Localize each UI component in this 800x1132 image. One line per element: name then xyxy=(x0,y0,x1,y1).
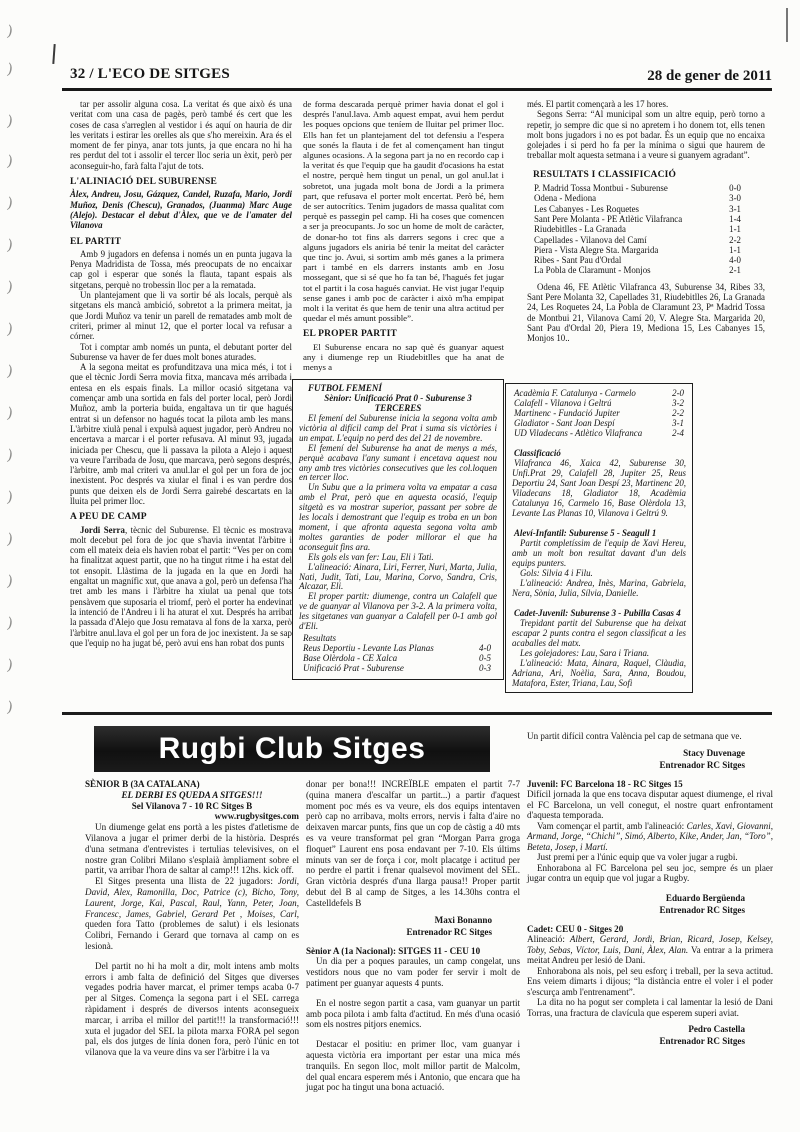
match-name: Riudebitlles - La Granada xyxy=(534,224,626,235)
rugby-lineup-paragraph xyxy=(527,821,773,853)
match-name: Martinenc - Fundació Jupiter xyxy=(514,408,620,418)
lineup-names: Albert, Gerard, Jordi, Brian, Ricard, Josep, Kelsey, Toby, Sebas, Víctor, Luis, Dani, Àlex, Alan. xyxy=(527,934,773,955)
standings-paragraph: Odena 46, FE Atlètic Vilafranca 43, Suburense 34, Ribes 33, Sant Pere Molanta 32, Capellades 31, Riudebitlles 26, La Granada 24, Les Roquetes 24, La Pobla de Claramunt 23, Pª Madrid Tossa de Montbui 21, Vilanova Camí 20, V. Alegre Sta. Margarida 20, Sant Pau d'Ordal 20, Piera 19, Mediona 15, Les Cabanyes 15, Monjos 10.. xyxy=(527,281,765,344)
match-score: 2-4 xyxy=(672,428,684,438)
article-column-2 xyxy=(292,99,504,680)
match-name: Odena - Mediona xyxy=(534,193,597,204)
binding-ring-mark: ) xyxy=(5,445,15,465)
futbol-femeni-box xyxy=(292,379,504,679)
result-row xyxy=(527,204,765,214)
femeni-title: FUTBOL FEMENÍ xyxy=(308,383,382,394)
binding-ring-mark: ) xyxy=(5,571,15,591)
match-score: 4-0 xyxy=(479,642,491,653)
coach-signature xyxy=(306,914,520,938)
binding-ring-mark: ) xyxy=(5,151,15,171)
match-score: 2-0 xyxy=(672,388,684,398)
binding-ring-mark: ) xyxy=(5,361,15,381)
femeni-lineup-line: L'alineació: Ainara, Liri, Ferrer, Nuri, Marta, Julia, Nati, Judit, Tati, Lau, Marina, Corvo, Sandra, Cris, Alcazar, Eli. xyxy=(299,561,497,592)
match-score: 0-5 xyxy=(479,652,491,663)
rugby-senior-b-heading: SÈNIOR B (3A CATALANA) xyxy=(85,779,200,789)
rugby-paragraph: Difícil jornada la que ens tocava disputar aquest diumenge, el rival el FC Barcelona, un vell conegut, el nostre quart enfrontament d'aquesta temporada. xyxy=(527,789,773,820)
result-row xyxy=(527,214,765,224)
page-date: 28 de gener de 2011 xyxy=(647,68,772,84)
rugby-column-3 xyxy=(527,731,773,1051)
lineup-names: Carles, Xavi, Giovanni, Armand, Jorge, “Chichi”, Simó, Alberto, Kike, Ander, Jan, “Toro”, Beteta, Josep, i Martí. xyxy=(527,820,773,852)
rugby-paragraph: Un partit difícil contra València pel cap de setmana que ve. xyxy=(527,731,742,741)
section-heading-resultats: RESULTATS I CLASSIFICACIÓ xyxy=(533,169,677,180)
match-name: Sant Pere Molanta - PE Atlètic Vilafranca xyxy=(534,213,683,224)
page-number-title: 32 / L'ECO DE SITGES xyxy=(70,66,230,82)
coach-signature xyxy=(527,892,773,916)
match-name: Unificació Prat - Suburense xyxy=(303,662,404,673)
result-row xyxy=(527,224,765,234)
binding-ring-mark: ) xyxy=(5,613,15,633)
rugby-cadet-heading: Cadet: CEU 0 - Sitges 20 xyxy=(527,923,624,934)
binding-ring-mark: ) xyxy=(5,111,15,131)
classification-label: Classificació xyxy=(514,448,561,458)
result-row xyxy=(527,265,765,275)
match-score: 0-0 xyxy=(729,183,741,194)
body-paragraph: El Suburense encara no sap què és guanyar aquest any i diumenge rep un Riudebitlles que ha anat de menys a xyxy=(303,341,504,373)
column-2-text xyxy=(292,99,504,372)
match-name: Reus Deportiu - Levante Las Planas xyxy=(303,642,434,653)
match-name: Gladiator - Sant Joan Despí xyxy=(514,418,615,428)
match-score: 3-1 xyxy=(672,418,684,428)
quote-text: , tècnic del Suburense. El tècnic es mostrava molt decebut pel fora de joc que s'havia inventat l'àrbitre i com ell mateix deia els havien robat el partit: “Ves per on com ha finalitzat aquest partit, que no ha tingut ritme i ha estat del tot ensopit. Llàstima de la jugada en la que en Jordi ha engaltat un magnífic xut, que anava a gol, però un defensa l'ha tret amb les mans i l'àrbitre ha xiulat ua penal que tots pensàvem que suposaria el triomf, però el porter ha endevinat la intenció de l'Andreu i li ha aturat el xut. Després ha arribat la passada d'Alejo que Josu rematava al fons de la xarxa, però l'àrbitre anul.lava el gol per un fora de joc inexistent. Ja se sap que l'equip no ha jugat bé, però avui ens han robat dos punts xyxy=(70,524,292,648)
match-name: Calafell - Vilanova i Geltrú xyxy=(514,398,612,408)
cadet-goals-line: Les golejadores: Lau, Sara i Triana. xyxy=(520,648,650,658)
match-name: Base Olèrdola - CE Xalca xyxy=(303,652,398,663)
pen-mark xyxy=(52,44,55,64)
rugby-paragraph: Un dia per a poques paraules, un camp congelat, uns vestidors nous que no vam poder fer servir i molt de patiment per guanyar aquests 4 punts. xyxy=(306,956,520,988)
result-row xyxy=(527,245,765,255)
scan-edge-mark xyxy=(786,8,788,42)
coach-signature xyxy=(527,1023,773,1047)
rugby-website: www.rugbysitges.com xyxy=(214,811,299,822)
coach-role: Entrenador RC Sitges xyxy=(659,1036,745,1046)
binding-ring-mark: ) xyxy=(5,529,15,549)
rugby-score-line: Sel Vilanova 7 - 10 RC Sitges B xyxy=(131,800,253,811)
coach-role: Entrenador RC Sitges xyxy=(659,759,745,770)
result-row xyxy=(527,183,765,193)
femeni-paragraph: El femení del Suburense inicia la segona volta amb victòria al difícil camp del Prat i suma sis victòries i un empat. L'equip no perd des del 21 de novembre. xyxy=(299,413,497,443)
standings-paragraph: Vilafranca 46, Xaica 42, Suburense 30, Unfi.Prat 29, Calafell 28, Jupiter 25, Reus Deportiu 24, Sant Joan Despí 23, Martinenc 20, Viladecans 18, Gladiator 18, Acadèmia Catalunya 16, Carmelo 16, Base Olèrdola 13, Levante Las Planas 10, Vilanova i Geltrú 9. xyxy=(512,458,686,518)
section-heading-proper-partit: EL PROPER PARTIT xyxy=(303,329,398,340)
femeni-paragraph: Un Subu que a la primera volta va empatar a casa amb el Prat, però que en aquesta ocasió, l'equip sitgetà es va mostrar superior, passant per sobre de les locals i demostrant que l'equip es troba en un bon moment, i que afronta aquesta segona volta amb moltes garanties de poder millorar el que ha aconseguit fins ara. xyxy=(299,482,497,552)
section-heading-partit: EL PARTIT xyxy=(70,236,122,247)
rugby-paragraph: Enhorabona als nois, pel seu esforç i treball, per la seva actitud. Ens veiem dimarts i dijous; “la distància entre el voler i el poder s'escurça amb l'entrenament”. xyxy=(527,965,773,997)
match-name: La Pobla de Claramunt - Monjos xyxy=(534,265,651,276)
rugby-paragraph: donar per bona!!! INCREÏBLE empaten el partit 7-7 (quina manera d'escalfar un partit...) a partir d'aquest moment poc més es va veure, els dos equips intentaven però cap no arribava, molts errors, nervis i falta d'aire no deixaven marcar punts, fins que un cop de càstig a 40 mts es va veure transformat pel gran “Morgan Parra groga floquet” Laurent ens posa endavant per 7-10. Els últims minuts van ser de força i cor, molt placatge i actitud per no perdre el partit i frenar qualsevol moviment del SEL. Gran victòria després d'una llarga pausa!! Proper partit debut del B al camp de Sitges, a les 14.30hs contra el Castelldefels B xyxy=(306,779,520,908)
femeni-paragraph: El proper partit: diumenge, contra un Calafell que ve de guanyar al Vilanova per 3-2. A la primera volta, les sitgetanes van guanyar a Calafell per 0-1 amb gol d'Eli. xyxy=(299,591,497,632)
section-heading-peucamp: A PEU DE CAMP xyxy=(70,512,147,523)
match-name: Ribes - Sant Pau d'Ordal xyxy=(534,255,622,266)
binding-ring-mark: ) xyxy=(5,59,15,79)
match-name: Capellades - Vilanova del Camí xyxy=(534,234,647,245)
match-name: Acadèmia F. Catalunya - Carmelo xyxy=(514,388,636,398)
match-score: 1-1 xyxy=(729,224,741,235)
rugby-paragraph: Just premi per a l'únic equip que va voler jugar a rugbi. xyxy=(537,852,738,862)
body-paragraph: Un plantejament que li va sortir bé als locals, perquè als sitgetans els mancà ambició, sobretot a la primera meitat, ja que Jordi Muñoz va tenir un parell de rematades amb molt de criteri, primer al minut 12, que el porter local va refusar a córner. xyxy=(70,290,292,342)
cadet-lineup-line: L'alineació: Mata, Ainara, Raquel, Clàudia, Adriana, Ari, Noèlia, Sara, Anna, Boudou, Matafora, Ester, Triana, Lau, Sofi xyxy=(512,658,686,688)
coach-name: Jordi Serra xyxy=(80,524,125,535)
section-divider xyxy=(62,712,772,715)
rugby-paragraph: Enhorabona al FC Barcelona pel seu joc, sempre és un plaer jugar contra un equip que vol jugar a Rugby. xyxy=(527,862,773,883)
rugby-juvenil-heading: Juvenil: FC Barcelona 18 - RC Sitges 15 xyxy=(527,778,683,789)
match-score: 0-3 xyxy=(479,662,491,673)
match-score: 1-4 xyxy=(729,213,741,224)
coach-name: Maxi Bonanno xyxy=(434,914,492,925)
match-score: 3-1 xyxy=(729,203,741,214)
article-column-3 xyxy=(527,99,765,344)
cadet-paragraph: Trepidant partit del Suburense que ha deixat escapar 2 punts contra el segon classificat a les acaballes del matx. xyxy=(512,618,686,648)
alevi-lineup-line: L'alineació: Andrea, Inès, Marina, Gabriela, Nera, Sònia, Julia, Sílvia, Danielle. xyxy=(512,578,686,598)
match-score: 4-0 xyxy=(729,255,741,266)
match-name: P. Madrid Tossa Montbui - Suburense xyxy=(534,183,668,194)
quote-paragraph xyxy=(70,525,292,649)
match-name: Les Cabanyes - Les Roquetes xyxy=(534,203,639,214)
coach-name: Eduardo Bergüenda xyxy=(665,892,745,903)
lineup-lead: Vam començar el partit, amb l'alineació: xyxy=(537,820,687,831)
rugby-paragraph: Destacar el positiu: en primer lloc, vam guanyar i aquesta victòria era important per estar una mica més tranquils. En segon lloc, molt millor partit de Malcolm, del qual encara esperem més i Antonio, que encara que ha jugat poc ha tingut una bona actuació. xyxy=(306,1039,520,1093)
body-paragraph: A la segona meitat es profunditzava una mica més, i tot i que el tècnic Jordi Serra movia fitxa, mancava més arribada i entesa en els espais finals. La millor ocasió sitgetana va començar amb una sortida en fals del porter local, però Jordi Muñoz, amb la porteria buida, engaltava un tir que hagués entrat si un defensor no hagués tocat la pilota amb les mans. L'àrbitre xiulà penal i expulsà aquest jugador, però Andreu no encertava a marcar i el porter refusava. Al minut 93, jugada iniciada per Chescu, que li passava la pilota a Alejo i aquest va veure l'arribada de Josu, que marcava, però segons després, l'àrbitre, amb mal criteri va anul.lar el gol per un fora de joc inexistent. Poc després va xiular el final i es van perdre dos punts que deixen els de Jordi Serra gairebé descartats en la lluita pel primer lloc. xyxy=(70,362,292,506)
femeni-paragraph: El femení del Suburense ha anat de menys a més, perquè acabava l'any sumant i encetava aquest nou any amb tres victòries consecutives que les col.loquen en tercer lloc. xyxy=(299,442,497,483)
header-rule xyxy=(62,88,772,91)
binding-ring-mark: ) xyxy=(5,21,15,41)
femeni-goals-line: Els gols els van fer: Lau, Eli i Tati. xyxy=(308,551,434,562)
match-score: 2-2 xyxy=(729,234,741,245)
lineup-paragraph: Àlex, Andreu, Josu, Gázquez, Candel, Ruzafa, Mario, Jordi Muñoz, Denis (Chescu), Granados, (Juanma) Marc Auge (Alejo). Destacar el debut d'Àlex, que ve de l'amater del Vilanova xyxy=(70,189,292,231)
match-score: 3-0 xyxy=(729,193,741,204)
result-row xyxy=(512,388,686,398)
lineup-tail: Va entrar a la primera meitat Andreu per lesió de Dani. xyxy=(527,944,773,965)
alevi-heading: Aleví-Infantil: Suburense 5 - Seagull 1 xyxy=(514,528,657,538)
body-paragraph: més. El partit començarà a les 17 hores. xyxy=(527,99,669,109)
rugby-paragraph: La dita no ha pogut ser completa i cal lamentar la lesió de Dani Torras, una fractura de clavícula que esperem superi aviat. xyxy=(527,997,773,1018)
cadet-heading: Cadet-Juvenil: Suburense 3 - Pubilla Casas 4 xyxy=(514,608,681,618)
match-name: Piera - Vista Alegre Sta. Margarida xyxy=(534,244,659,255)
body-paragraph: Tot i comptar amb només un punta, el debutant porter del Suburense va haver de fer dues molt bones aturades. xyxy=(70,341,292,362)
rugby-column-1 xyxy=(85,779,299,1058)
binding-ring-mark: ) xyxy=(5,235,15,255)
coach-signature xyxy=(527,747,773,771)
rugby-roster-paragraph xyxy=(85,876,299,952)
result-row xyxy=(527,255,765,265)
result-row xyxy=(512,428,686,438)
result-row xyxy=(512,398,686,408)
binding-ring-mark: ) xyxy=(5,487,15,507)
binding-ring-mark: ) xyxy=(5,697,15,717)
binding-ring-mark: ) xyxy=(5,319,15,339)
match-score: 2-2 xyxy=(672,408,684,418)
rugby-lineup-paragraph xyxy=(527,934,773,966)
femeni-score-line: Sènior: Unificació Prat 0 - Suburense 3 xyxy=(324,393,472,404)
coach-role: Entrenador RC Sitges xyxy=(406,926,492,937)
body-paragraph: Amb 9 jugadors en defensa i només un en punta jugava la Penya Madridista de Tossa, més preocupats de no encaixar cap gol i esperar que sonés la flauta, tapant espais als sitgetans, perquè no trobessin lloc per a la rematada. xyxy=(70,248,292,290)
roster-names: Jordi, David, Alex, Ramonilla, Doc, Patrice (c), Bicho, Tony, Laurent, Jorge, Kai, Pascal, Raul, Yann, Peter, Joan, Francesc, James, Gabriel, Gerard Pet , Moises, Carl, xyxy=(85,876,299,919)
coach-name: Stacy Duvenage xyxy=(683,747,745,758)
quote-paragraph: Segons Serra: “Al municipal som un altre equip, però torno a repetir, jo sempre dic que si no apretem i ho donem tot, ells tenen molt bons jugadors i no es pot badar. És un equip que no encaixa golejades i si perd ho fa per la mínima o sigui que haurem de treballar molt aquesta setmana i a veure si guanyem agradant”. xyxy=(527,109,765,161)
result-row xyxy=(512,418,686,428)
lineup-lead: Alineació: xyxy=(527,934,570,944)
roster-tail: queden fora Tatto (problemes de salut) i els lesionats Colibri, Fernando i Gerard que tornava al camp on es lesionà. xyxy=(85,919,299,951)
femeni-category: TERCERES xyxy=(374,403,422,414)
result-row xyxy=(512,408,686,418)
binding-ring-mark: ) xyxy=(5,655,15,675)
body-paragraph: tar per assolir alguna cosa. La veritat és que això és una veritat com una casa de pagès, però també és cert que les coses de casa s'arreglen al vestidor i és aquí on hauria de dir les veritats i estirar les orelles als que s'ho mereixin. Ara és el moment de fer pinya, anar tots junts, ja que encara no hi ha res perdut del tot i assolir el tercer lloc seria un èxit, però per aconseguir-ho, farà falta l'ajut de tots. xyxy=(70,99,292,171)
coach-role: Entrenador RC Sitges xyxy=(659,904,745,915)
rugby-paragraph: Del partit no hi ha molt a dir, molt intens amb molts errors i amb falta de definició del Sitges que diverses vegades podria haver marcat, el primer temps acaba 0-7 per al Sitges. Comença la segona part i el SEL carrega ràpidament i després de diversos intents aconsegueix marcar, i arriba el millor del partit!!! la transformació!!! xuta el jugador del SEL la pilota marxa FORA pel segon pal, els dos jutges de línia donen fora, però l'únic en tot vilanova que la va veure dins va ser l'àrbitre i la va xyxy=(85,960,299,1058)
rugby-section-banner: Rugbi Club Sitges xyxy=(94,726,490,772)
results-list xyxy=(527,183,765,276)
rugby-derbi-headline: EL DERBI ES QUEDA A SITGES!!! xyxy=(121,789,263,800)
alevi-goals-line: Gols: Silvia 4 i Filu. xyxy=(520,568,593,578)
roster-lead: El Sitges presenta una llista de 22 jugadors: xyxy=(95,876,278,887)
result-row xyxy=(527,193,765,203)
quote-paragraph: de forma descarada perquè primer havia donat el gol i després l'anul.lava. Amb aquest empat, avui hem perdut les poques opcions que teníem de lluitar pel primer lloc. Ells han fet un plantejament del tot defensiu a l'espera que sonés la flauta i de fet al començament han tingut algunes ocasions. A la segona part ja no en recordo cap i la veritat és que l'equip que ha gaudit d'ocasions ha estat el nostre, perquè hem tingut un penal, un gol anul.lat i sobretot, una jugada molt bona de Jordi a la primera part, que refusava el porter molt encertat. Però bé, hem de ser autocrítics. Tenim jugadors de massa qualitat com perquè es passegin pel camp. Hi ha coses que comencen a ser ja preocupants. Jo soc un home de molt de caràcter, de donar-ho tot fins als darrers segons i crec que a alguns jugadors els aniria bé tenir la meitat del caràcter que tinc jo. Avui, si sortim amb més ganes a la primera part i també en els darrers instants amb en Josu mossegant, que si sé que ho fa tan bé, l'hagués fet jugar tot el partit i la cosa hagués canviat. He vist jugar l'equip sense ganes i amb poc de caràcter i això m'ha empipat molt i la veritat és que hem de tenir una altra actitud per quedar el més amunt possible”. xyxy=(303,99,504,324)
rugby-column-2 xyxy=(306,779,520,1093)
tercera-division-box xyxy=(505,383,693,693)
match-score: 1-1 xyxy=(729,244,741,255)
binding-ring-mark: ) xyxy=(5,403,15,423)
result-row xyxy=(299,664,497,674)
rugby-senior-a-heading: Sènior A (1a Nacional): SITGES 11 - CEU 10 xyxy=(306,945,481,956)
match-score: 3-2 xyxy=(672,398,684,408)
rugby-paragraph: En el nostre segon partit a casa, vam guanyar un partit amb poca pilota i amb falta d'actitud. En més d'una ocasió som els nostres pitjors enemics. xyxy=(306,997,520,1030)
binding-ring-mark: ) xyxy=(5,277,15,297)
coach-name: Pedro Castella xyxy=(688,1024,745,1034)
match-name: UD Viladecans - Atlètico Vilafranca xyxy=(514,428,643,438)
rugby-paragraph: Un diumenge gelat ens portà a les pistes d'atletisme de Vilanova a jugar el primer derbi de la història. Després d'una setmana d'entrevistes i tertulias televisives, on el nostre gran Colibri Milano s'esplaià àmpliament sobre el partit, va arribar l'hora de saltar al camp!!! 12hs. kick off. xyxy=(85,822,299,876)
section-heading-alineacio: L'ALINIACIÓ DEL SUBURENSE xyxy=(70,177,218,188)
alevi-paragraph: Partit completíssim de l'equip de Xavi Hereu, amb un molt bon resultat davant d'un dels equips punters. xyxy=(512,538,686,568)
match-score: 2-1 xyxy=(729,265,741,276)
binding-ring-mark: ) xyxy=(5,193,15,213)
result-row xyxy=(527,235,765,245)
femeni-results-label: Resultats xyxy=(303,632,336,643)
article-column-1 xyxy=(70,99,292,648)
